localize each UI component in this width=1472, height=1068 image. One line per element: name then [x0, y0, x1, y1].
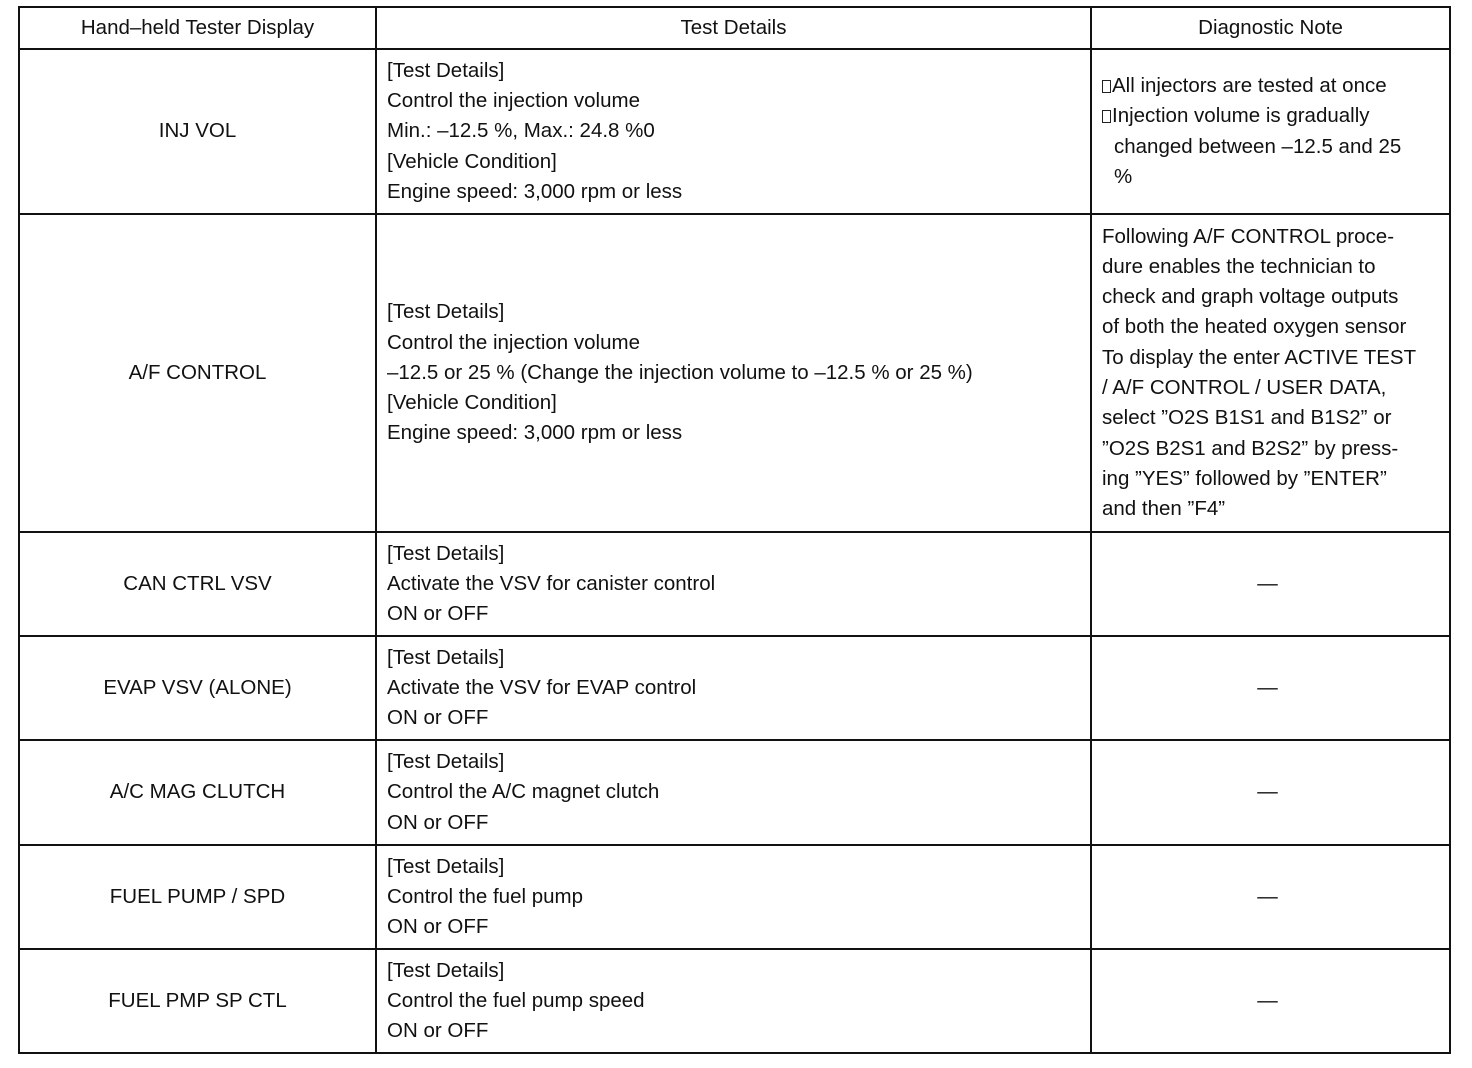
- note-line: To display the enter ACTIVE TEST: [1102, 345, 1417, 369]
- active-test-table: [18, 6, 1451, 1054]
- note-line: check and graph voltage outputs: [1102, 285, 1399, 309]
- details-line: Activate the VSV for EVAP control: [387, 675, 697, 699]
- details-line: [Test Details]: [387, 300, 505, 324]
- table-row: [19, 49, 1450, 214]
- details-cell: [376, 49, 1091, 214]
- details-line: [Test Details]: [387, 541, 505, 565]
- display-cell: A/C MAG CLUTCH: [19, 740, 376, 845]
- details-line: Control the injection volume: [387, 330, 640, 354]
- display-cell: FUEL PUMP / SPD: [19, 845, 376, 949]
- details-cell: [376, 532, 1091, 636]
- table-row: [19, 214, 1450, 532]
- details-line: Min.: –12.5 %, Max.: 24.8 %0: [387, 119, 655, 143]
- note-continuation: %: [1114, 164, 1133, 188]
- note-text: All injectors are tested at once: [1112, 73, 1387, 97]
- note-dash: —: [1257, 988, 1278, 1012]
- note-dash: —: [1257, 884, 1278, 908]
- details-line: ON or OFF: [387, 915, 489, 939]
- details-cell: [376, 845, 1091, 949]
- details-line: Control the injection volume: [387, 89, 640, 113]
- note-bullet-line: [1102, 101, 1443, 131]
- display-cell: INJ VOL: [19, 49, 376, 214]
- details-line: Control the fuel pump speed: [387, 988, 645, 1012]
- note-cell: [1091, 845, 1450, 949]
- note-cell: [1091, 949, 1450, 1053]
- note-cell: [1091, 532, 1450, 636]
- display-cell: A/F CONTROL: [19, 214, 376, 532]
- display-cell: FUEL PMP SP CTL: [19, 949, 376, 1053]
- display-cell: EVAP VSV (ALONE): [19, 636, 376, 740]
- table-row: [19, 949, 1450, 1053]
- note-line: / A/F CONTROL / USER DATA,: [1102, 376, 1387, 399]
- table-row: [19, 845, 1450, 949]
- details-line: Control the fuel pump: [387, 884, 584, 908]
- details-line: [Test Details]: [387, 854, 505, 878]
- details-line: [Vehicle Condition]: [387, 391, 557, 415]
- table-row: [19, 532, 1450, 636]
- note-cell: [1091, 49, 1450, 214]
- note-dash: —: [1257, 571, 1278, 595]
- details-line: Control the A/C magnet clutch: [387, 780, 660, 804]
- header-display: Hand–held Tester Display: [19, 7, 376, 49]
- details-line: ON or OFF: [387, 706, 489, 730]
- note-text: Injection volume is gradually: [1112, 104, 1370, 128]
- checkbox-bullet-icon: [1102, 80, 1111, 93]
- note-cell: [1091, 214, 1450, 532]
- details-line: [Test Details]: [387, 958, 505, 982]
- details-line: –12.5 or 25 % (Change the injection volume to –12.5 % or 25 %): [387, 360, 973, 384]
- header-diagnostic-note: Diagnostic Note: [1091, 7, 1450, 49]
- note-continuation: changed between –12.5 and 25: [1114, 134, 1402, 158]
- note-cell: [1091, 740, 1450, 845]
- note-line: ”O2S B2S1 and B2S2” by press-: [1102, 436, 1399, 460]
- details-line: [Vehicle Condition]: [387, 149, 557, 173]
- note-bullet-line: [1102, 71, 1443, 101]
- details-cell: [376, 740, 1091, 845]
- details-line: Engine speed: 3,000 rpm or less: [387, 179, 683, 203]
- note-dash: —: [1257, 675, 1278, 699]
- details-line: Engine speed: 3,000 rpm or less: [387, 421, 683, 445]
- details-line: [Test Details]: [387, 645, 505, 669]
- note-line: and then ”F4”: [1102, 497, 1226, 521]
- table-row: [19, 740, 1450, 845]
- details-cell: [376, 214, 1091, 532]
- header-row: [19, 7, 1450, 49]
- details-line: [Test Details]: [387, 58, 505, 82]
- details-line: Activate the VSV for canister control: [387, 571, 716, 595]
- note-line: ing ”YES” followed by ”ENTER”: [1102, 466, 1387, 490]
- details-line: ON or OFF: [387, 602, 489, 626]
- note-line: of both the heated oxygen sensor: [1102, 315, 1407, 339]
- details-line: ON or OFF: [387, 810, 489, 834]
- note-cell: [1091, 636, 1450, 740]
- details-line: ON or OFF: [387, 1019, 489, 1043]
- note-line: dure enables the technician to: [1102, 254, 1376, 278]
- details-line: [Test Details]: [387, 750, 505, 774]
- header-test-details: Test Details: [376, 7, 1091, 49]
- note-dash: —: [1257, 780, 1278, 804]
- note-line: select ”O2S B1S1 and B1S2” or: [1102, 406, 1392, 430]
- display-cell: CAN CTRL VSV: [19, 532, 376, 636]
- details-cell: [376, 949, 1091, 1053]
- note-line: Following A/F CONTROL proce-: [1102, 224, 1395, 248]
- checkbox-bullet-icon: [1102, 110, 1111, 123]
- details-cell: [376, 636, 1091, 740]
- table-row: [19, 636, 1450, 740]
